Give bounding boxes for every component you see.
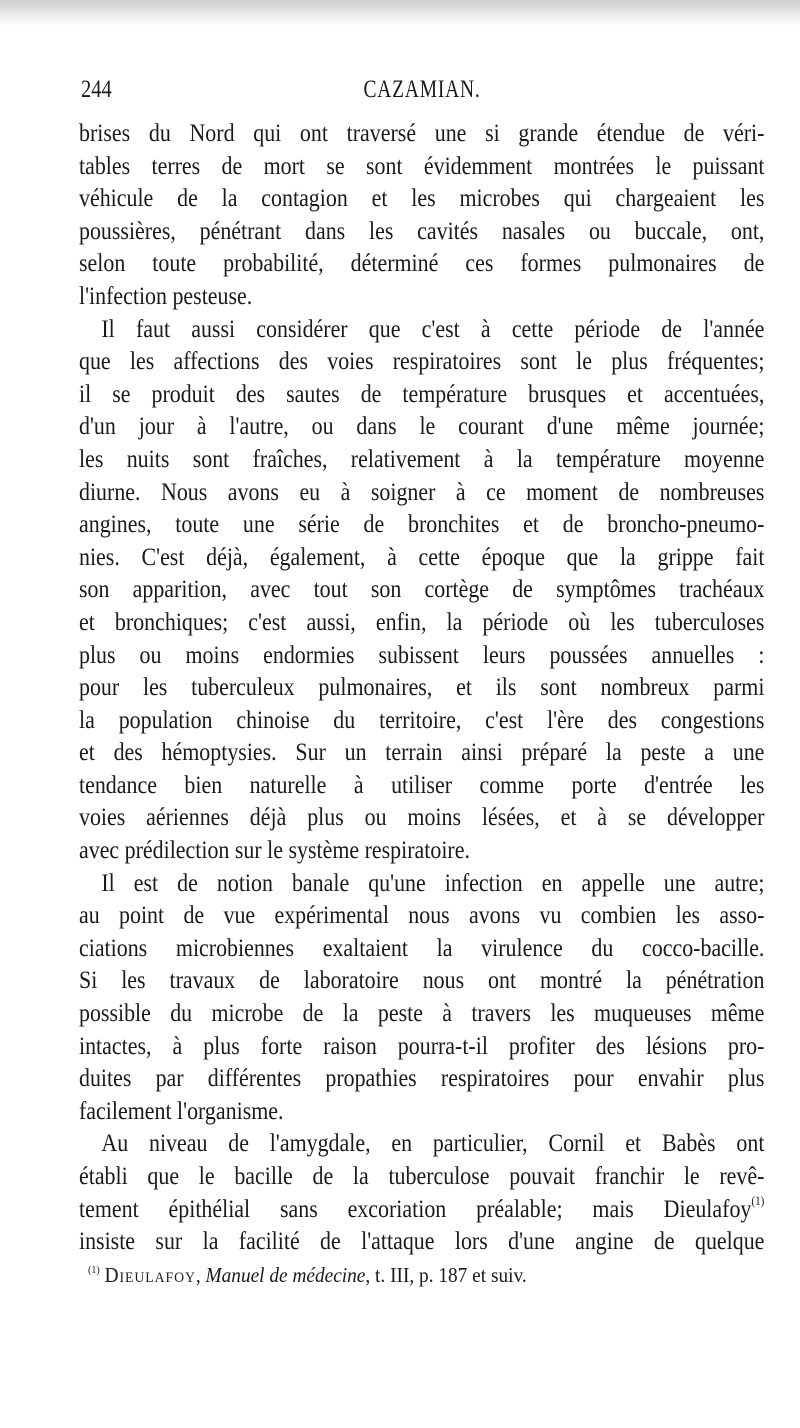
text-line: Il est de notion banale qu'une infection en appelle une autre; — [101, 867, 765, 897]
running-head: CAZAMIAN. — [363, 76, 481, 103]
text-line: poussières, pénétrant dans les cavités nasales ou buccale, ont, — [79, 215, 765, 245]
text-line: et bronchiques; c'est aussi, enfin, la période où les tuberculoses — [79, 606, 765, 636]
text-line: facilement l'organisme. — [79, 1095, 284, 1125]
text-line-content: tement épithélial sans excoriation préalable; mais Dieulafoy — [79, 1193, 752, 1223]
text-line: au point de vue expérimental nous avons vu combien les asso- — [79, 900, 765, 930]
text-line: angines, toute une série de bronchites et de broncho-pneumo- — [79, 509, 765, 539]
text-line: selon toute probabilité, déterminé ces formes pulmonaires de — [79, 248, 765, 278]
text-line: établi que le bacille de la tuberculose pouvait franchir le revê- — [79, 1161, 765, 1190]
text-line: véhicule de la contagion et les microbes qui chargeaient les — [79, 183, 765, 213]
text-line: l'infection pesteuse. — [79, 280, 253, 310]
text-line: pour les tuberculeux pulmonaires, et ils sont nombreux parmi — [79, 672, 765, 702]
footnote — [88, 1263, 640, 1288]
body-text — [79, 117, 765, 1258]
text-line: que les affections des voies respiratoires sont le plus fréquentes; — [79, 346, 765, 376]
text-line: possible du microbe de la peste à travers les muqueuses même — [79, 998, 765, 1028]
text-line: tables terres de mort se sont évidemment montrées le puissant — [79, 150, 765, 180]
text-line: tendance bien naturelle à utiliser comme porte d'entrée les — [79, 769, 765, 799]
text-line: d'un jour à l'autre, ou dans le courant d'une même journée; — [79, 411, 765, 441]
text-line: nies. C'est déjà, également, à cette époque que la grippe fait — [79, 541, 765, 571]
text-line: ciations microbiennes exaltaient la virulence du cocco-bacille. — [79, 932, 765, 962]
footnote-marker: (1) — [88, 1264, 100, 1276]
footnote-author: Dieulafoy — [104, 1263, 196, 1287]
footnote-reference-text: , t. III, p. 187 et suiv. — [365, 1263, 527, 1287]
page-header — [79, 76, 765, 108]
text-line: Il faut aussi considérer que c'est à cette période de l'année — [101, 313, 765, 343]
text-line: plus ou moins endormies subissent leurs poussées annuelles : — [79, 639, 765, 669]
text-line: les nuits sont fraîches, relativement à la température moyenne — [79, 443, 765, 473]
text-line: brises du Nord qui ont traversé une si grande étendue de véri- — [79, 118, 765, 147]
text-line: Si les travaux de laboratoire nous ont montré la pénétration — [79, 965, 765, 995]
text-line: Au niveau de l'amygdale, en particulier, Cornil et Babès ont — [101, 1128, 765, 1158]
footnote-separator: , — [195, 1263, 206, 1287]
text-line: et des hémoptysies. Sur un terrain ainsi préparé la peste a une — [79, 737, 765, 767]
text-line: la population chinoise du territoire, c'est l'ère des congestions — [79, 704, 765, 734]
text-line: duites par différentes propathies respiratoires pour envahir plus — [79, 1063, 765, 1093]
footnote-reference[interactable]: (1) — [751, 1192, 765, 1208]
footnote-title: Manuel de médecine — [205, 1263, 366, 1287]
text-line: son apparition, avec tout son cortège de symptômes trachéaux — [79, 574, 765, 604]
text-line: voies aériennes déjà plus ou moins lésées, et à se développer — [79, 802, 765, 832]
text-line: avec prédilection sur le système respiratoire. — [79, 835, 470, 865]
text-line: insiste sur la facilité de l'attaque lors d'une angine de quelque — [79, 1226, 765, 1256]
text-line: diurne. Nous avons eu à soigner à ce moment de nombreuses — [79, 476, 765, 506]
text-line — [79, 1193, 764, 1226]
page-number: 244 — [81, 76, 112, 103]
text-line: intactes, à plus forte raison pourra-t-il profiter des lésions pro- — [79, 1030, 765, 1060]
text-line: il se produit des sautes de température brusques et accentuées, — [79, 378, 765, 408]
